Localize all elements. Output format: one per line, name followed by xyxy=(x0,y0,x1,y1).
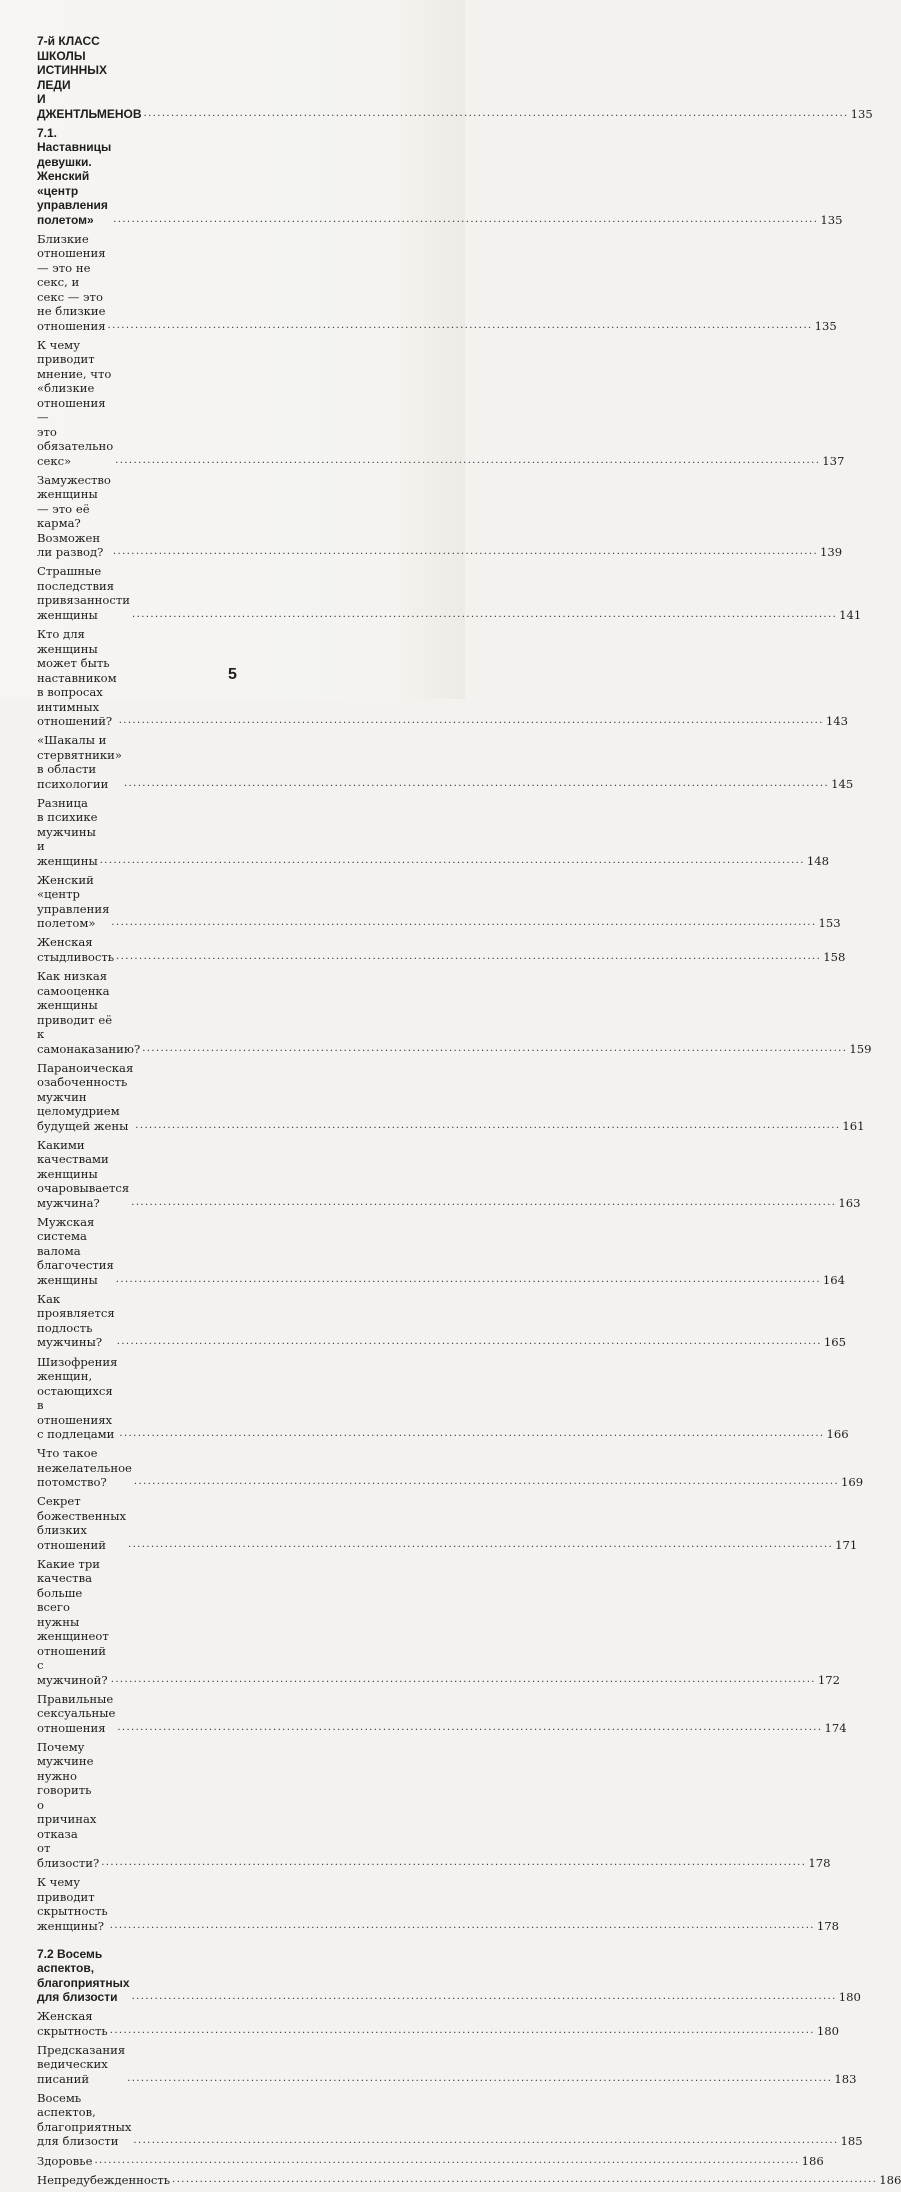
entry-title-line: К чему приводит скрытность женщины? xyxy=(37,1875,108,1933)
entry-page: 153 xyxy=(818,916,841,931)
toc-entry xyxy=(37,2042,857,2087)
leader-dots xyxy=(131,1196,836,1211)
toc-entry xyxy=(37,969,872,1056)
entry-page: 135 xyxy=(814,318,837,333)
leader-dots xyxy=(132,1990,837,2005)
entry-page: 169 xyxy=(841,1475,864,1490)
entry-title-line: Секрет божественных близких отношений xyxy=(37,1494,127,1552)
entry-title-line: к самонаказанию? xyxy=(37,1027,141,1056)
entry-page: 137 xyxy=(822,453,845,468)
entry-title-line: Как низкая самооценка женщины приводит её xyxy=(37,969,113,1027)
entry-page: 158 xyxy=(823,949,846,964)
leader-dots xyxy=(108,319,813,334)
chapter-title-line-1: 7-й КЛАСС ШКОЛЫ ИСТИННЫХ ЛЕДИ xyxy=(37,34,108,92)
entry-title-line: Параноическая озабоченность мужчин xyxy=(37,1060,134,1104)
toc-entry xyxy=(37,935,846,964)
leader-dots xyxy=(94,2154,799,2169)
toc-entry xyxy=(37,2090,863,2149)
entry-page: 174 xyxy=(824,1720,847,1735)
entry-title-line: Предсказания ведических писаний xyxy=(37,2042,126,2086)
entry-page: 186 xyxy=(879,2172,901,2187)
leader-dots xyxy=(142,1042,847,1057)
section-title-line-1: 7.2 Восемь аспектов, благоприятных для близости xyxy=(37,1946,130,2005)
section-page: 135 xyxy=(820,212,843,227)
leader-dots xyxy=(100,854,805,869)
leader-dots xyxy=(110,2024,815,2039)
leader-dots xyxy=(133,2134,838,2149)
leader-dots xyxy=(115,454,820,469)
entry-page: 139 xyxy=(820,545,843,560)
section-heading-1 xyxy=(37,125,843,228)
entry-page: 186 xyxy=(801,2153,824,2168)
leader-dots xyxy=(119,714,824,729)
leader-dots xyxy=(113,545,818,560)
entry-title-line: Непредубежденность xyxy=(37,2172,171,2187)
entry-page: 180 xyxy=(816,2023,839,2038)
chapter-title-line-2: И ДЖЕНТЛЬМЕНОВ xyxy=(37,92,142,121)
entry-title-line: Женская стыдливость xyxy=(37,935,115,964)
toc-entry xyxy=(37,1137,861,1211)
entries-list-1 xyxy=(37,231,872,1933)
entry-page: 178 xyxy=(816,1918,839,1933)
entry-title-line: Женская скрытность xyxy=(37,2009,108,2038)
toc-entry xyxy=(37,1739,831,1871)
toc-entry xyxy=(37,733,854,791)
entry-title-line: Кто для женщины может быть наставником xyxy=(37,627,117,685)
leader-dots xyxy=(111,916,816,931)
entry-page: 141 xyxy=(839,607,862,622)
entry-title-line: с подлецами xyxy=(37,1427,115,1441)
leader-dots xyxy=(124,777,829,792)
section-title-line-1: 7.1. Наставницы девушки. Женский «центр управления xyxy=(37,125,112,213)
entry-title-line: Почему мужчине нужно говорить о причинах отказа xyxy=(37,1739,97,1841)
leader-dots xyxy=(101,1856,806,1871)
leader-dots xyxy=(117,1721,822,1736)
entry-title-line: целомудрием будущей жены xyxy=(37,1104,129,1133)
entry-title-line: К чему приводит мнение, что «близкие отношения — xyxy=(37,337,112,425)
leader-dots xyxy=(111,1673,816,1688)
toc-entry xyxy=(37,1291,846,1350)
leader-dots xyxy=(116,950,821,965)
chapter-heading xyxy=(37,34,873,121)
toc-entry xyxy=(37,1556,841,1688)
entry-page: 183 xyxy=(834,2071,857,2086)
leader-dots xyxy=(117,1335,822,1350)
toc-entry xyxy=(37,795,829,869)
entry-page: 148 xyxy=(806,853,829,868)
entry-page: 159 xyxy=(849,1041,872,1056)
entry-title-line: от близости? xyxy=(37,1841,100,1870)
chapter-page: 135 xyxy=(850,106,873,121)
entry-title-line: Какие три качества больше всего нужны женщинеот отношений xyxy=(37,1556,109,1658)
toc-entry xyxy=(37,2172,901,2188)
entry-page: 185 xyxy=(840,2134,863,2149)
entry-page: 143 xyxy=(825,714,848,729)
entry-title-line: «Шакалы и стервятники» в области психологии xyxy=(37,733,122,791)
leader-dots xyxy=(132,608,837,623)
toc-entry xyxy=(37,2153,824,2169)
toc-entry xyxy=(37,231,837,334)
entry-page: 164 xyxy=(822,1272,846,1287)
entry-title-line: Женский «центр управления полетом» xyxy=(37,872,110,931)
leader-dots xyxy=(172,2173,877,2188)
entry-title-line: с мужчиной? xyxy=(37,1658,108,1687)
table-of-contents xyxy=(37,34,901,2192)
entry-page: 178 xyxy=(808,1855,831,1870)
toc-entry xyxy=(37,2009,839,2038)
entry-page: 172 xyxy=(817,1672,841,1687)
section-title-line-2: полетом» xyxy=(37,212,94,227)
leader-dots xyxy=(135,1119,840,1134)
leader-dots xyxy=(113,213,818,228)
entry-title-line: Шизофрения женщин, остающихся в отношениях xyxy=(37,1354,118,1427)
section-heading-2 xyxy=(37,1946,861,2005)
toc-entry xyxy=(37,337,845,469)
entry-title-line: Здоровье xyxy=(37,2153,93,2168)
page-number: 5 xyxy=(228,666,237,683)
entry-title-line: Разница в психике мужчины и женщины xyxy=(37,795,98,868)
toc-entry xyxy=(37,1354,849,1442)
entry-title-line: Восемь аспектов, благоприятных для близости xyxy=(37,2090,132,2149)
entries-list-2 xyxy=(37,2009,901,2187)
leader-dots xyxy=(128,1538,833,1553)
leader-dots xyxy=(110,1919,815,1934)
entry-page: 165 xyxy=(823,1335,846,1350)
toc-entry xyxy=(37,1446,864,1490)
toc-entry xyxy=(37,564,862,622)
entry-title-line: отношения xyxy=(37,318,106,333)
leader-dots xyxy=(119,1427,824,1442)
entry-page: 163 xyxy=(838,1195,861,1210)
toc-entry xyxy=(37,1214,846,1288)
leader-dots xyxy=(127,2072,832,2087)
entry-title-line: Какими качествами женщины очаровывается мужчина? xyxy=(37,1137,130,1210)
entry-page: 171 xyxy=(835,1537,858,1552)
leader-dots xyxy=(144,107,849,122)
section-gap xyxy=(37,1938,429,1947)
entry-title-line: Страшные последствия привязанности женщины xyxy=(37,564,131,622)
entry-title-line: Замужество женщины — это её карма? Возможен ли развод? xyxy=(37,472,111,560)
toc-entry xyxy=(37,1875,839,1933)
toc-entry xyxy=(37,1691,847,1736)
entry-title-line: в вопросах интимных отношений? xyxy=(37,685,113,729)
entry-page: 161 xyxy=(842,1118,865,1133)
toc-entry xyxy=(37,472,843,560)
entry-page: 145 xyxy=(831,776,854,791)
toc-entry xyxy=(37,1060,865,1134)
entry-title-line: Что такое нежелательное потомство? xyxy=(37,1446,132,1490)
entry-title-line: Мужская система валома благочестия женщины xyxy=(37,1214,114,1287)
toc-entry xyxy=(37,1494,858,1552)
entry-title-line: Правильные сексуальные отношения xyxy=(37,1691,116,1735)
entry-title-line: Близкие отношения — это не секс, и секс — это не близкие xyxy=(37,231,106,319)
entry-title-line: это обязательно секс» xyxy=(37,424,114,468)
leader-dots xyxy=(134,1475,839,1490)
leader-dots xyxy=(116,1273,821,1288)
section-page: 180 xyxy=(838,1990,861,2005)
toc-entry xyxy=(37,872,841,931)
entry-title-line: Как проявляется подлость мужчины? xyxy=(37,1291,115,1350)
entry-page: 166 xyxy=(826,1427,849,1441)
